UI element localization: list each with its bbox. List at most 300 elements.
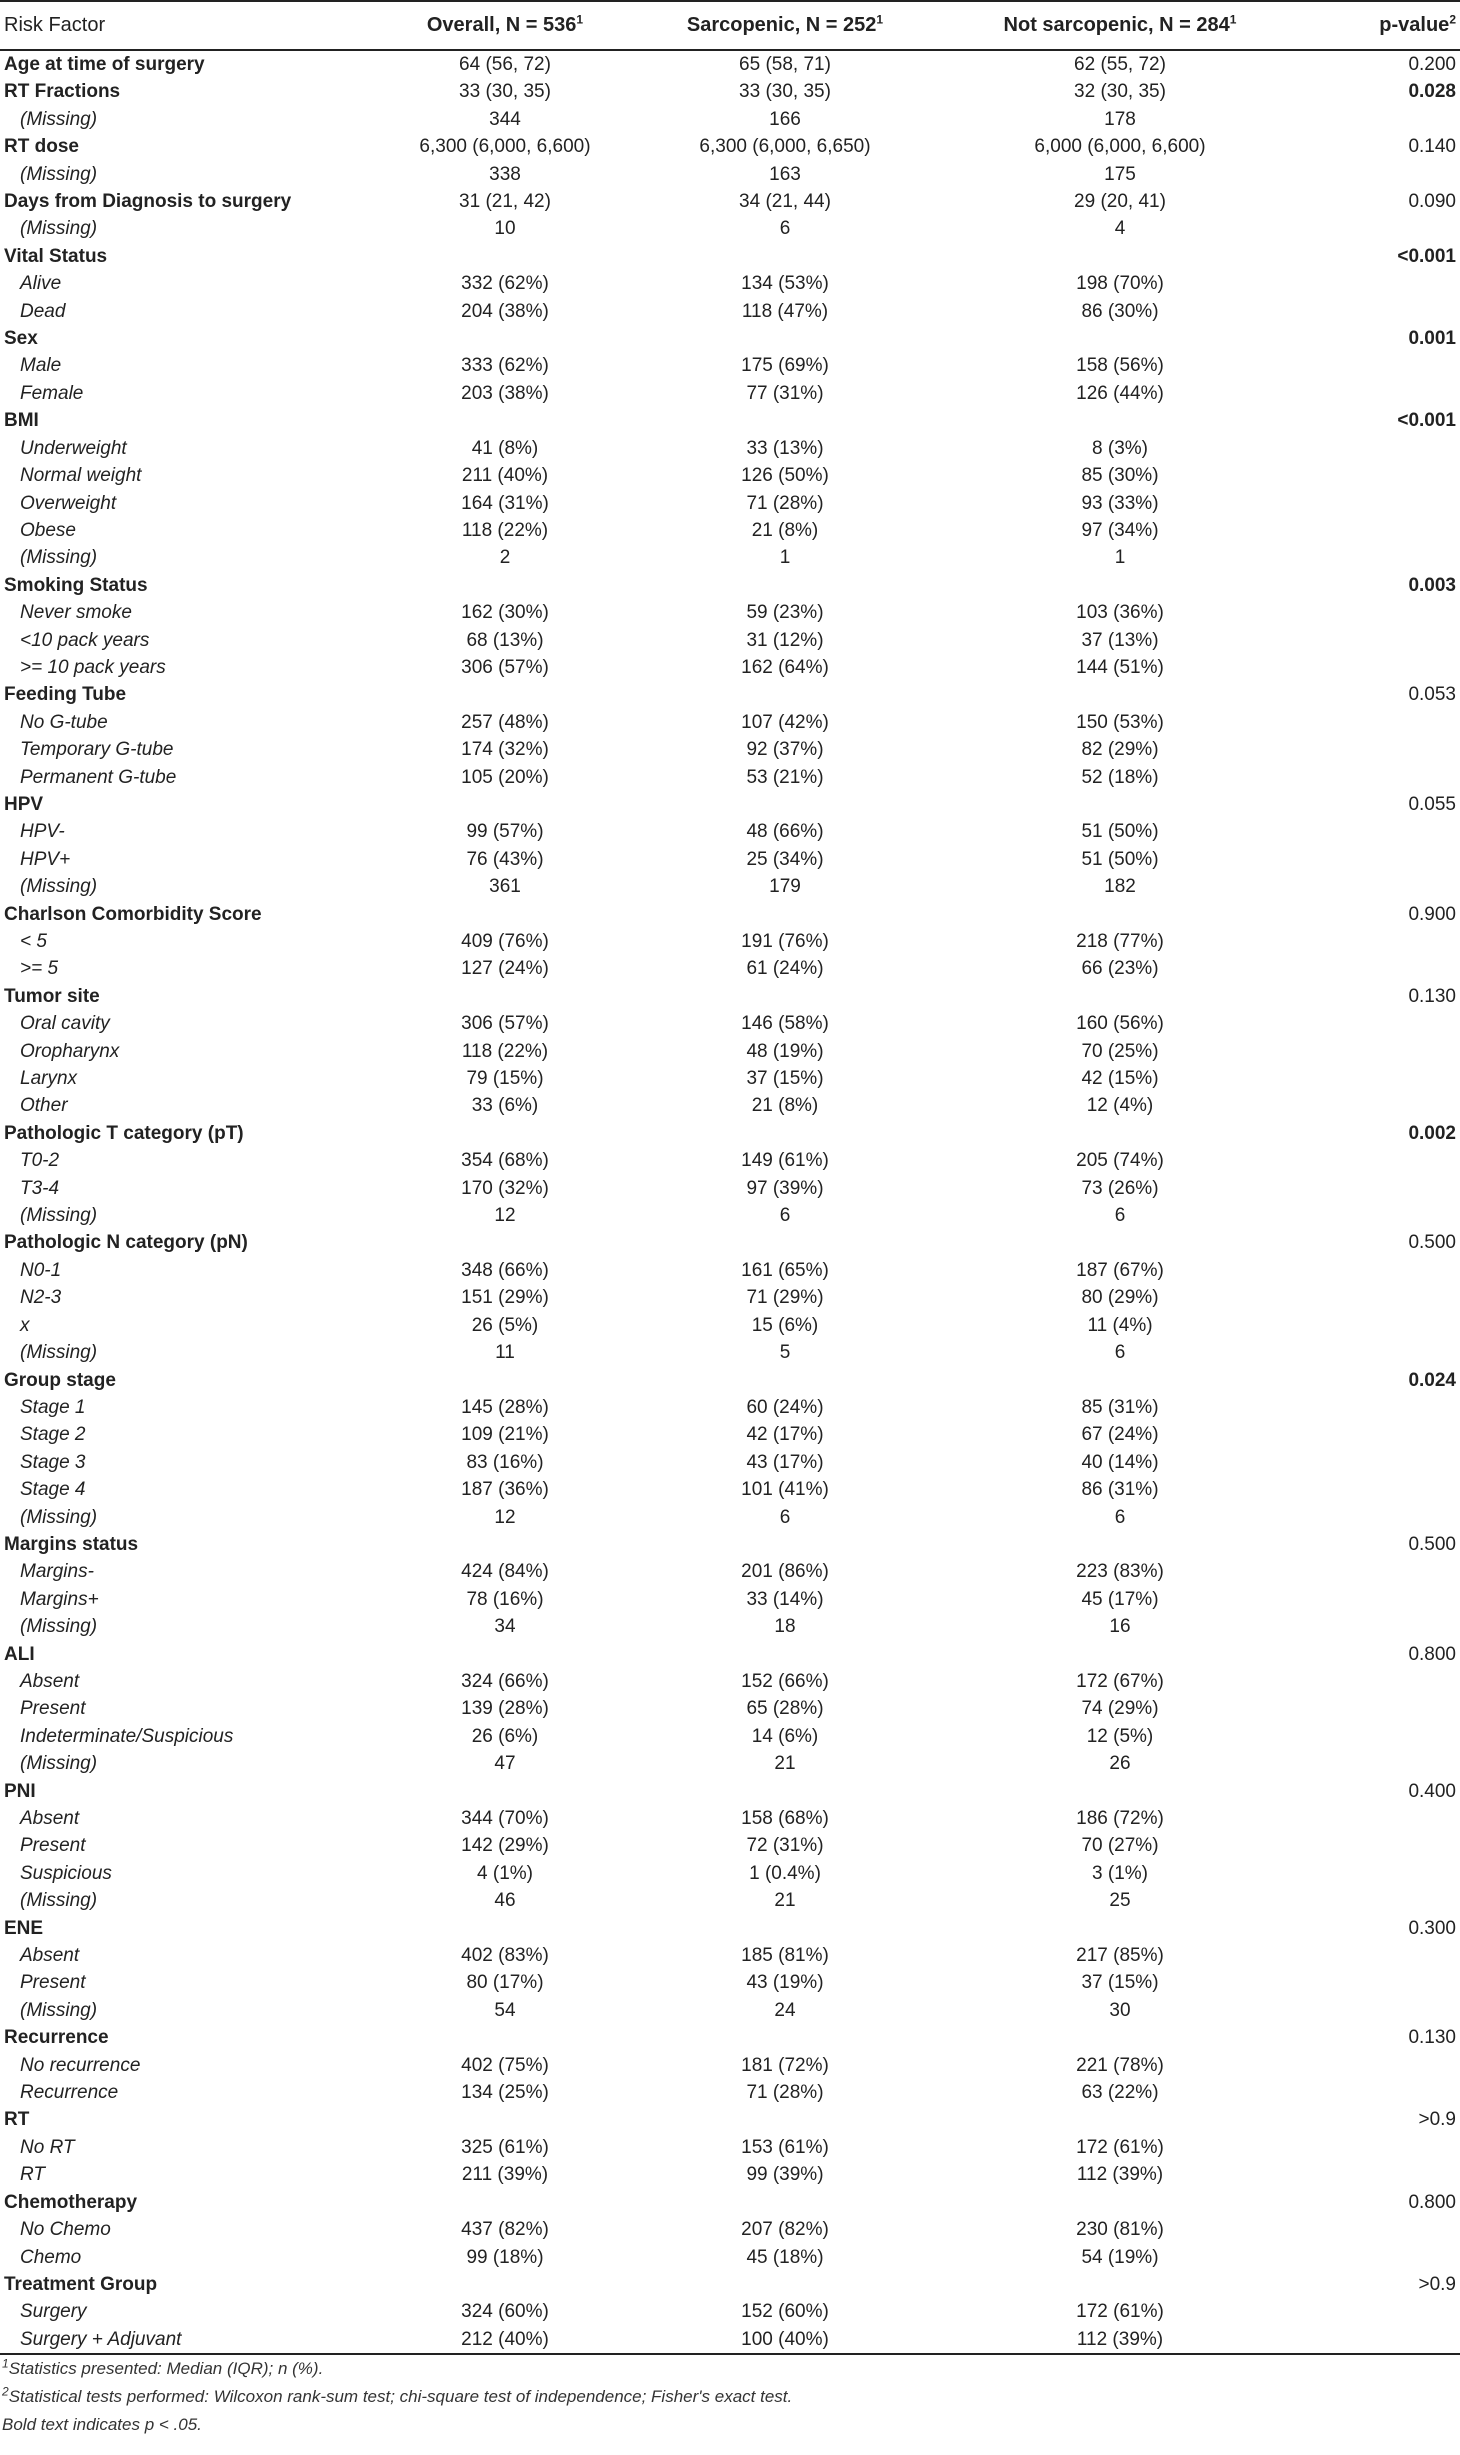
cell-p-value	[1300, 1476, 1460, 1503]
cell-risk-factor: Other	[20, 1095, 68, 1117]
table-group-row	[0, 243, 1460, 270]
cell-overall: 80 (17%)	[466, 1972, 544, 1994]
cell-sarcopenic: 175 (69%)	[741, 355, 829, 377]
cell-overall: 26 (6%)	[471, 1725, 539, 1747]
cell-overall: 211 (40%)	[461, 465, 549, 487]
cell-p-value	[1300, 2052, 1460, 2079]
table-subrow	[0, 2244, 1460, 2271]
cell-not-sarcopenic: 150 (53%)	[1076, 711, 1164, 733]
table-group-row	[0, 2106, 1460, 2133]
cell-not-sarcopenic: 29 (20, 41)	[1074, 191, 1166, 213]
table-subrow	[0, 1175, 1460, 1202]
cell-sarcopenic: 71 (28%)	[746, 2082, 824, 2104]
cell-overall: 109 (21%)	[461, 1424, 549, 1446]
table-group-row	[0, 2189, 1460, 2216]
table-subrow	[0, 1339, 1460, 1366]
table-subrow	[0, 955, 1460, 982]
cell-risk-factor: ALI	[4, 1643, 35, 1665]
table-subrow	[0, 490, 1460, 517]
cell-not-sarcopenic: 93 (33%)	[1081, 492, 1159, 514]
cell-sarcopenic: 1 (0.4%)	[749, 1862, 821, 1884]
cell-overall	[380, 325, 630, 352]
cell-overall: 12	[494, 1205, 516, 1227]
cell-overall: 151 (29%)	[461, 1287, 549, 1309]
cell-not-sarcopenic: 25	[1109, 1890, 1131, 1912]
cell-risk-factor: Male	[20, 355, 62, 377]
cell-overall: 34	[494, 1616, 516, 1638]
cell-risk-factor: Stage 4	[20, 1479, 86, 1501]
cell-not-sarcopenic: 51 (50%)	[1081, 848, 1159, 870]
cell-risk-factor: RT dose	[4, 136, 79, 158]
cell-p-value: 0.053	[1408, 684, 1456, 706]
cell-overall: 164 (31%)	[461, 492, 549, 514]
cell-risk-factor: Dead	[20, 300, 66, 322]
cell-p-value	[1300, 873, 1460, 900]
cell-not-sarcopenic: 86 (31%)	[1081, 1479, 1159, 1501]
cell-overall: 162 (30%)	[461, 602, 549, 624]
cell-p-value	[1300, 955, 1460, 982]
cell-not-sarcopenic: 223 (83%)	[1076, 1561, 1164, 1583]
cell-sarcopenic: 77 (31%)	[746, 382, 824, 404]
cell-risk-factor: (Missing)	[20, 1999, 98, 2021]
cell-overall: 54	[494, 1999, 516, 2021]
cell-p-value: 0.130	[1408, 2027, 1456, 2049]
cell-p-value	[1300, 1147, 1460, 1174]
cell-risk-factor: No RT	[20, 2136, 75, 2158]
cell-sarcopenic: 43 (19%)	[746, 1972, 824, 1994]
cell-p-value	[1300, 1092, 1460, 1119]
cell-risk-factor: Chemo	[20, 2246, 82, 2268]
cell-overall: 324 (60%)	[461, 2301, 549, 2323]
cell-sarcopenic: 5	[779, 1342, 791, 1364]
cell-p-value	[1300, 736, 1460, 763]
cell-risk-factor: No Chemo	[20, 2219, 111, 2241]
cell-risk-factor: (Missing)	[20, 876, 98, 898]
table-group-row	[0, 78, 1460, 105]
cell-not-sarcopenic: 8 (3%)	[1092, 437, 1148, 459]
table-subrow	[0, 1750, 1460, 1777]
cell-not-sarcopenic	[940, 681, 1300, 708]
table-header	[0, 1, 1460, 50]
cell-risk-factor: Oral cavity	[20, 1013, 110, 1035]
cell-not-sarcopenic	[940, 1778, 1300, 1805]
cell-overall	[380, 791, 630, 818]
cell-p-value	[1300, 462, 1460, 489]
cell-risk-factor: Recurrence	[4, 2027, 109, 2049]
cell-risk-factor: No G-tube	[20, 711, 108, 733]
cell-risk-factor: Tumor site	[4, 985, 100, 1007]
cell-sarcopenic: 65 (28%)	[746, 1698, 824, 1720]
footnotes	[0, 2355, 1460, 2439]
cell-p-value	[1300, 1586, 1460, 1613]
cell-overall: 211 (39%)	[461, 2164, 549, 2186]
cell-sarcopenic: 48 (19%)	[746, 1040, 824, 1062]
table-subrow	[0, 1312, 1460, 1339]
cell-sarcopenic: 21	[774, 1890, 796, 1912]
cell-not-sarcopenic: 4	[1114, 218, 1126, 240]
cell-overall: 64 (56, 72)	[459, 54, 551, 75]
cell-p-value	[1300, 298, 1460, 325]
cell-not-sarcopenic: 144 (51%)	[1076, 656, 1164, 678]
cell-sarcopenic: 60 (24%)	[746, 1396, 824, 1418]
cell-overall: 354 (68%)	[461, 1150, 549, 1172]
cell-risk-factor: Stage 1	[20, 1396, 86, 1418]
cell-risk-factor: (Missing)	[20, 1205, 98, 1227]
cell-sarcopenic	[630, 1778, 940, 1805]
cell-not-sarcopenic	[940, 1641, 1300, 1668]
table-group-row	[0, 133, 1460, 160]
cell-p-value	[1300, 1257, 1460, 1284]
cell-sarcopenic: 45 (18%)	[746, 2246, 824, 2268]
cell-overall: 41 (8%)	[471, 437, 539, 459]
cell-sarcopenic: 191 (76%)	[741, 931, 829, 952]
cell-p-value	[1300, 654, 1460, 681]
cell-not-sarcopenic: 26	[1109, 1753, 1131, 1775]
cell-overall: 105 (20%)	[461, 766, 549, 788]
cell-sarcopenic	[630, 2106, 940, 2133]
table-group-row	[0, 325, 1460, 352]
cell-p-value: 0.400	[1408, 1780, 1456, 1802]
table-subrow	[0, 873, 1460, 900]
cell-not-sarcopenic: 175	[1104, 163, 1136, 185]
cell-p-value	[1300, 1668, 1460, 1695]
cell-p-value: 0.024	[1408, 1369, 1456, 1391]
cell-p-value	[1300, 1010, 1460, 1037]
table-subrow	[0, 846, 1460, 873]
cell-p-value	[1300, 1449, 1460, 1476]
cell-not-sarcopenic: 172 (61%)	[1076, 2136, 1164, 2158]
cell-sarcopenic: 152 (66%)	[741, 1670, 829, 1692]
header-risk-factor: Risk Factor	[0, 1, 380, 50]
cell-sarcopenic: 6	[779, 1205, 791, 1227]
cell-overall	[380, 1367, 630, 1394]
cell-p-value	[1300, 1969, 1460, 1996]
cell-sarcopenic: 1	[779, 547, 791, 569]
cell-overall	[380, 681, 630, 708]
cell-sarcopenic: 14 (6%)	[751, 1725, 819, 1747]
table-subrow	[0, 1394, 1460, 1421]
cell-risk-factor: HPV+	[20, 848, 71, 870]
cell-overall	[380, 1915, 630, 1942]
cell-sarcopenic: 107 (42%)	[741, 711, 829, 733]
cell-risk-factor: Present	[20, 1972, 86, 1994]
cell-not-sarcopenic: 112 (39%)	[940, 2326, 1300, 2354]
table-subrow	[0, 1257, 1460, 1284]
cell-risk-factor: Vital Status	[4, 245, 108, 267]
cell-overall: 127 (24%)	[461, 958, 549, 980]
cell-sarcopenic	[630, 983, 940, 1010]
cell-sarcopenic: 15 (6%)	[751, 1314, 819, 1336]
cell-sarcopenic: 146 (58%)	[741, 1013, 829, 1035]
table-subrow	[0, 435, 1460, 462]
cell-not-sarcopenic: 218 (77%)	[1076, 931, 1164, 952]
cell-overall: 68 (13%)	[466, 629, 544, 651]
cell-p-value	[1300, 380, 1460, 407]
cell-sarcopenic: 163	[769, 163, 801, 185]
cell-sarcopenic: 181 (72%)	[741, 2054, 829, 2076]
cell-p-value: 0.800	[1408, 1643, 1456, 1665]
table-subrow	[0, 1695, 1460, 1722]
cell-p-value: 0.003	[1408, 574, 1456, 596]
cell-risk-factor: Charlson Comorbidity Score	[4, 903, 262, 925]
table-subrow	[0, 352, 1460, 379]
cell-sarcopenic: 101 (41%)	[741, 1479, 829, 1501]
cell-risk-factor: Alive	[20, 273, 62, 295]
cell-overall: 118 (22%)	[461, 1040, 549, 1062]
cell-sarcopenic: 43 (17%)	[746, 1451, 824, 1473]
table-group-row	[0, 1229, 1460, 1256]
cell-risk-factor: x	[20, 1314, 30, 1336]
cell-risk-factor: Oropharynx	[20, 1040, 120, 1062]
cell-sarcopenic	[630, 1120, 940, 1147]
table-subrow	[0, 462, 1460, 489]
cell-not-sarcopenic	[940, 1367, 1300, 1394]
cell-p-value	[1300, 1695, 1460, 1722]
cell-not-sarcopenic: 52 (18%)	[1081, 766, 1159, 788]
cell-p-value: 0.090	[1408, 191, 1456, 213]
cell-overall	[380, 1778, 630, 1805]
cell-risk-factor: (Missing)	[20, 1753, 98, 1775]
cell-not-sarcopenic: 51 (50%)	[1081, 821, 1159, 843]
cell-not-sarcopenic: 126 (44%)	[1076, 382, 1164, 404]
cell-sarcopenic: 6,300 (6,000, 6,650)	[699, 136, 871, 158]
cell-p-value: 0.300	[1408, 1917, 1456, 1939]
cell-p-value: 0.140	[1408, 136, 1456, 158]
cell-sarcopenic: 42 (17%)	[746, 1424, 824, 1446]
cell-p-value	[1300, 490, 1460, 517]
cell-sarcopenic: 48 (66%)	[746, 821, 824, 843]
cell-sarcopenic: 100 (40%)	[630, 2326, 940, 2354]
cell-overall: 424 (84%)	[461, 1561, 549, 1583]
cell-not-sarcopenic: 112 (39%)	[1076, 2164, 1164, 2186]
cell-p-value: 0.002	[1408, 1122, 1456, 1144]
cell-sarcopenic	[630, 325, 940, 352]
cell-sarcopenic: 31 (12%)	[746, 629, 824, 651]
cell-overall: 409 (76%)	[461, 931, 549, 952]
cell-p-value	[1300, 928, 1460, 955]
cell-sarcopenic	[630, 1915, 940, 1942]
cell-sarcopenic	[630, 2271, 940, 2298]
cell-overall: 344 (70%)	[461, 1808, 549, 1829]
cell-sarcopenic	[630, 407, 940, 434]
cell-overall	[380, 1531, 630, 1558]
cell-p-value	[1300, 161, 1460, 188]
cell-not-sarcopenic: 198 (70%)	[1076, 273, 1164, 295]
table-subrow	[0, 2216, 1460, 2243]
cell-not-sarcopenic: 12 (4%)	[1086, 1095, 1154, 1117]
cell-not-sarcopenic: 160 (56%)	[1076, 1013, 1164, 1035]
table-subrow	[0, 1284, 1460, 1311]
cell-risk-factor: (Missing)	[20, 547, 98, 569]
table-subrow	[0, 2052, 1460, 2079]
cell-overall	[380, 2106, 630, 2133]
cell-p-value	[1300, 435, 1460, 462]
cell-not-sarcopenic: 30	[1109, 1999, 1131, 2021]
cell-sarcopenic: 126 (50%)	[741, 465, 829, 487]
cell-risk-factor: Pathologic N category (pN)	[4, 1232, 248, 1254]
cell-p-value: <0.001	[1397, 245, 1456, 267]
cell-sarcopenic: 161 (65%)	[741, 1259, 829, 1281]
cell-risk-factor: Present	[20, 1698, 86, 1720]
cell-sarcopenic: 59 (23%)	[746, 602, 824, 624]
cell-p-value	[1300, 818, 1460, 845]
cell-not-sarcopenic: 97 (34%)	[1081, 519, 1159, 541]
table-subrow	[0, 1504, 1460, 1531]
cell-sarcopenic: 34 (21, 44)	[739, 191, 831, 213]
table-subrow	[0, 298, 1460, 325]
cell-not-sarcopenic	[940, 2024, 1300, 2051]
table-subrow	[0, 1147, 1460, 1174]
cell-overall	[380, 572, 630, 599]
cell-p-value	[1300, 2079, 1460, 2106]
table-subrow	[0, 599, 1460, 626]
cell-not-sarcopenic: 82 (29%)	[1081, 739, 1159, 761]
cell-risk-factor: RT	[20, 2164, 45, 2186]
cell-overall: 2	[499, 547, 511, 569]
cell-p-value	[1300, 1805, 1460, 1832]
cell-risk-factor: Surgery	[20, 2301, 87, 2323]
table-subrow	[0, 736, 1460, 763]
table-subrow	[0, 2298, 1460, 2325]
cell-overall	[380, 1120, 630, 1147]
table-subrow	[0, 1668, 1460, 1695]
cell-p-value	[1300, 2244, 1460, 2271]
cell-overall: 83 (16%)	[466, 1451, 544, 1473]
cell-risk-factor: (Missing)	[20, 1506, 98, 1528]
cell-not-sarcopenic: 230 (81%)	[1076, 2219, 1164, 2241]
cell-risk-factor: N0-1	[20, 1259, 62, 1281]
cell-not-sarcopenic	[940, 1915, 1300, 1942]
cell-p-value	[1300, 1832, 1460, 1859]
cell-sarcopenic	[630, 1531, 940, 1558]
table-group-row	[0, 1915, 1460, 1942]
cell-risk-factor: Obese	[20, 519, 76, 541]
cell-risk-factor: Absent	[20, 1670, 80, 1692]
table-subrow	[0, 1942, 1460, 1969]
cell-sarcopenic: 37 (15%)	[746, 1068, 824, 1090]
table-subrow	[0, 1038, 1460, 1065]
cell-overall	[380, 2271, 630, 2298]
cell-sarcopenic: 185 (81%)	[741, 1945, 829, 1967]
cell-risk-factor: Normal weight	[20, 465, 142, 487]
cell-sarcopenic: 153 (61%)	[741, 2136, 829, 2158]
cell-risk-factor: Underweight	[20, 437, 127, 459]
cell-risk-factor: T0-2	[20, 1150, 60, 1172]
table-subrow	[0, 1449, 1460, 1476]
cell-sarcopenic: 149 (61%)	[741, 1150, 829, 1172]
table-group-row	[0, 572, 1460, 599]
cell-not-sarcopenic	[940, 1531, 1300, 1558]
cell-risk-factor: (Missing)	[20, 1342, 98, 1364]
cell-overall: 142 (29%)	[461, 1835, 549, 1857]
cell-overall: 212 (40%)	[380, 2326, 630, 2354]
cell-p-value	[1300, 2134, 1460, 2161]
cell-sarcopenic: 72 (31%)	[746, 1835, 824, 1857]
cell-risk-factor: Absent	[20, 1808, 80, 1829]
cell-sarcopenic: 18	[774, 1616, 796, 1638]
cell-p-value	[1300, 2298, 1460, 2325]
cell-not-sarcopenic: 187 (67%)	[1076, 1259, 1164, 1281]
cell-overall: 402 (83%)	[461, 1945, 549, 1967]
cell-not-sarcopenic: 103 (36%)	[1076, 602, 1164, 624]
cell-overall: 134 (25%)	[461, 2082, 549, 2104]
cell-overall: 170 (32%)	[461, 1177, 549, 1199]
cell-p-value	[1300, 764, 1460, 791]
table-subrow	[0, 1723, 1460, 1750]
cell-not-sarcopenic	[940, 791, 1300, 818]
cell-p-value	[1300, 1887, 1460, 1914]
cell-overall: 31 (21, 42)	[459, 191, 551, 213]
cell-p-value	[1300, 2216, 1460, 2243]
cell-not-sarcopenic: 217 (85%)	[1076, 1945, 1164, 1967]
cell-not-sarcopenic: 158 (56%)	[1076, 355, 1164, 377]
table-subrow	[0, 2134, 1460, 2161]
cell-sarcopenic: 92 (37%)	[746, 739, 824, 761]
cell-overall: 118 (22%)	[461, 519, 549, 541]
table-subrow	[0, 1476, 1460, 1503]
cell-risk-factor: Larynx	[20, 1068, 78, 1090]
cell-not-sarcopenic: 186 (72%)	[1076, 1808, 1164, 1829]
cell-p-value	[1300, 1339, 1460, 1366]
cell-not-sarcopenic: 178	[1104, 108, 1136, 130]
cell-not-sarcopenic: 16	[1109, 1616, 1131, 1638]
table-subrow	[0, 517, 1460, 544]
cell-sarcopenic	[630, 681, 940, 708]
cell-risk-factor: >= 5	[20, 958, 59, 980]
cell-overall	[380, 983, 630, 1010]
cell-not-sarcopenic	[940, 407, 1300, 434]
cell-p-value	[1300, 1421, 1460, 1448]
table-subrow	[0, 1832, 1460, 1859]
table-subrow	[0, 709, 1460, 736]
cell-risk-factor: Permanent G-tube	[20, 766, 177, 788]
cell-overall	[380, 1229, 630, 1256]
cell-overall: 325 (61%)	[461, 2136, 549, 2158]
cell-not-sarcopenic: 221 (78%)	[1076, 2054, 1164, 2076]
cell-not-sarcopenic	[940, 2271, 1300, 2298]
cell-sarcopenic: 33 (14%)	[746, 1588, 824, 1610]
cell-risk-factor: Female	[20, 382, 84, 404]
cell-not-sarcopenic: 74 (29%)	[1081, 1698, 1159, 1720]
table-group-row	[0, 1641, 1460, 1668]
cell-risk-factor: < 5	[20, 931, 47, 952]
header-p-value: p-value$^2$	[1300, 1, 1460, 50]
cell-overall: 332 (62%)	[461, 273, 549, 295]
cell-sarcopenic	[630, 2189, 940, 2216]
table-subrow	[0, 215, 1460, 242]
cell-risk-factor: Margins-	[20, 1561, 94, 1583]
cell-overall: 257 (48%)	[461, 711, 549, 733]
cell-sarcopenic	[630, 243, 940, 270]
cell-not-sarcopenic	[940, 572, 1300, 599]
cell-overall: 79 (15%)	[466, 1068, 544, 1090]
cell-overall: 333 (62%)	[461, 355, 549, 377]
cell-risk-factor: Stage 3	[20, 1451, 86, 1473]
table-subrow	[0, 106, 1460, 133]
table-group-row	[0, 791, 1460, 818]
cell-not-sarcopenic: 6	[1114, 1506, 1126, 1528]
cell-sarcopenic: 99 (39%)	[746, 2164, 824, 2186]
cell-sarcopenic: 201 (86%)	[741, 1561, 829, 1583]
cell-not-sarcopenic	[940, 2189, 1300, 2216]
cell-not-sarcopenic: 172 (61%)	[1076, 2301, 1164, 2323]
table-subrow	[0, 1586, 1460, 1613]
cell-p-value	[1300, 517, 1460, 544]
header-sarcopenic: Sarcopenic, $N = 252^1$	[630, 1, 940, 50]
cell-p-value	[1300, 1613, 1460, 1640]
cell-not-sarcopenic: 45 (17%)	[1081, 1588, 1159, 1610]
table-subrow	[0, 928, 1460, 955]
